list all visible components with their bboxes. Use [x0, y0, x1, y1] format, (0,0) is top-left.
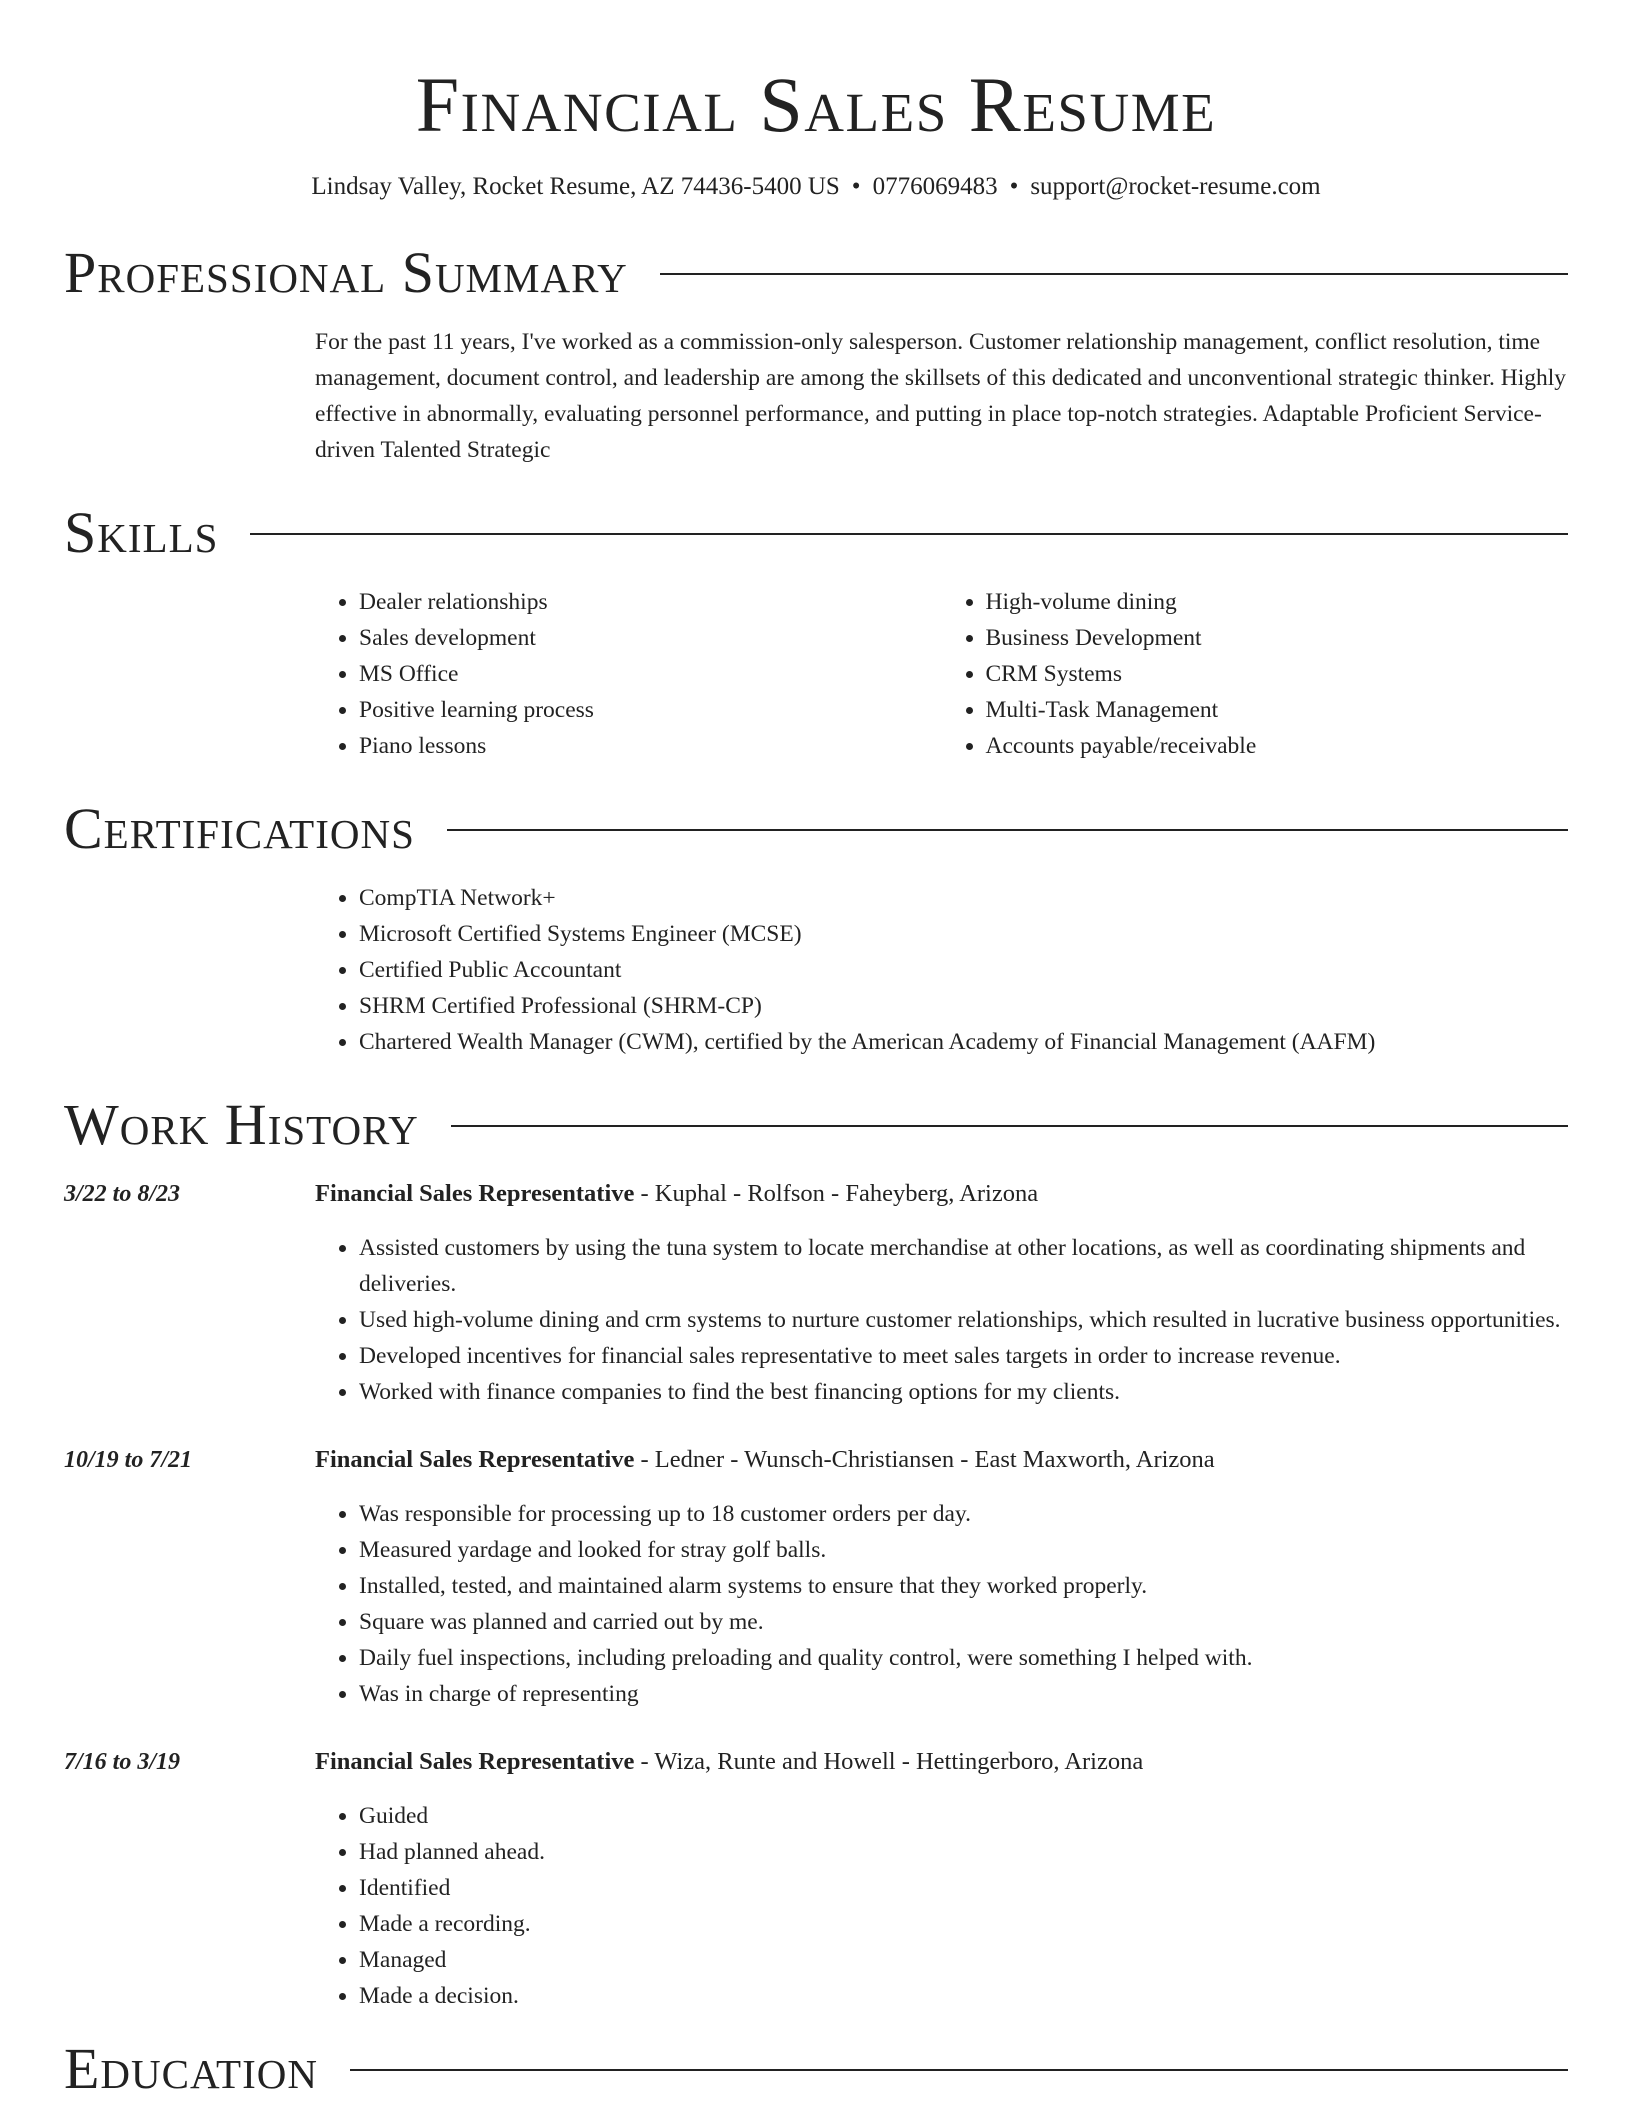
- section-divider: [250, 533, 1568, 535]
- section-header: [64, 796, 1568, 862]
- list-item: • Assisted customers by using the tuna system to locate merchandise at other locations, as well as coordinating shipments and deliveries.: [359, 1230, 1568, 1302]
- section-title: Education: [64, 2036, 318, 2101]
- job-role: Financial Sales Representative: [315, 1748, 635, 1775]
- section-title: Professional Summary: [64, 240, 628, 305]
- section-divider: [660, 273, 1568, 275]
- certifications-list: [315, 880, 1568, 1060]
- section-title: Skills: [64, 500, 219, 565]
- job-entry: [64, 1176, 1568, 1410]
- list-item: • Guided: [359, 1798, 1568, 1834]
- list-item: • Made a recording.: [359, 1906, 1568, 1942]
- summary-text: For the past 11 years, I've worked as a commission-only salesperson. Customer relationship management, conflict resolution, time management, document control, and leadership are among the skillsets of this dedicated and unconventional strategic thinker. Highly effective in abnormally, evaluating personnel performance, and putting in place top-notch strategies. Adaptable Proficient Service-driven Talented Strategic: [315, 329, 1567, 463]
- section-title: Certifications: [64, 796, 415, 861]
- list-item: • Was responsible for processing up to 18 customer orders per day.: [359, 1496, 1568, 1532]
- list-item: • Managed: [359, 1942, 1568, 1978]
- contact-separator: •: [851, 173, 861, 200]
- section-header: [64, 500, 1568, 566]
- list-item: • Worked with finance companies to find the best financing options for my clients.: [359, 1374, 1568, 1410]
- section-header: [64, 2036, 1568, 2102]
- list-item: • Positive learning process: [359, 692, 942, 728]
- list-item: • Developed incentives for financial sales representative to meet sales targets in order to increase revenue.: [359, 1338, 1568, 1374]
- work-history-section: [64, 1092, 1568, 2014]
- job-bullets: [315, 1230, 1568, 1410]
- job-company: - Ledner - Wunsch-Christiansen - East Maxworth, Arizona: [634, 1446, 1215, 1473]
- job-heading: [315, 1744, 1568, 1780]
- list-item: • Dealer relationships: [359, 584, 942, 620]
- contact-separator: •: [1009, 173, 1019, 200]
- list-item: • Sales development: [359, 620, 942, 656]
- contact-email: support@rocket-resume.com: [1030, 173, 1321, 200]
- list-item: • High-volume dining: [986, 584, 1569, 620]
- summary-section: [64, 240, 1568, 468]
- job-dates: 7/16 to 3/19: [64, 1749, 181, 1775]
- contact-phone: 0776069483: [872, 173, 998, 200]
- job-dates: 10/19 to 7/21: [64, 1447, 193, 1473]
- list-item: • Identified: [359, 1870, 1568, 1906]
- list-item: • SHRM Certified Professional (SHRM-CP): [359, 988, 1568, 1024]
- job-heading: [315, 1442, 1568, 1478]
- resume-page: [64, 0, 1568, 2102]
- section-divider: [451, 1125, 1568, 1127]
- job-dates: 3/22 to 8/23: [64, 1181, 181, 1207]
- contact-address: Lindsay Valley, Rocket Resume, AZ 74436-5400 US: [311, 173, 840, 200]
- list-item: • Chartered Wealth Manager (CWM), certified by the American Academy of Financial Management (AAFM): [359, 1024, 1568, 1060]
- list-item: • Accounts payable/receivable: [986, 728, 1569, 764]
- list-item: • Microsoft Certified Systems Engineer (MCSE): [359, 916, 1568, 952]
- list-item: • Installed, tested, and maintained alarm systems to ensure that they worked properly.: [359, 1568, 1568, 1604]
- section-divider: [447, 829, 1568, 831]
- list-item: • Multi-Task Management: [986, 692, 1569, 728]
- job-bullets: [315, 1496, 1568, 1712]
- contact-line: [64, 170, 1568, 204]
- section-title: Work History: [64, 1092, 419, 1157]
- list-item: • Used high-volume dining and crm systems to nurture customer relationships, which resulted in lucrative business opportunities.: [359, 1302, 1568, 1338]
- skills-list-left: [315, 584, 942, 764]
- job-role: Financial Sales Representative: [315, 1180, 635, 1207]
- job-entry: [64, 1744, 1568, 2014]
- section-header: [64, 1092, 1568, 1158]
- education-section: [64, 2036, 1568, 2102]
- skills-list-right: [942, 584, 1569, 764]
- list-item: • Business Development: [986, 620, 1569, 656]
- job-heading: [315, 1176, 1568, 1212]
- list-item: • Piano lessons: [359, 728, 942, 764]
- job-bullets: [315, 1798, 1568, 2014]
- list-item: • Daily fuel inspections, including preloading and quality control, were something I helped with.: [359, 1640, 1568, 1676]
- list-item: • CompTIA Network+: [359, 880, 1568, 916]
- list-item: • Was in charge of representing: [359, 1676, 1568, 1712]
- list-item: • MS Office: [359, 656, 942, 692]
- list-item: • Square was planned and carried out by me.: [359, 1604, 1568, 1640]
- resume-title: Financial Sales Resume: [415, 61, 1217, 148]
- list-item: • Measured yardage and looked for stray golf balls.: [359, 1532, 1568, 1568]
- job-company: - Kuphal - Rolfson - Faheyberg, Arizona: [634, 1180, 1039, 1207]
- list-item: • Certified Public Accountant: [359, 952, 1568, 988]
- section-header: [64, 240, 1568, 306]
- list-item: • CRM Systems: [986, 656, 1569, 692]
- list-item: • Made a decision.: [359, 1978, 1568, 2014]
- certifications-section: [64, 796, 1568, 1060]
- section-divider: [350, 2069, 1568, 2071]
- job-entry: [64, 1442, 1568, 1712]
- job-role: Financial Sales Representative: [315, 1446, 635, 1473]
- skills-section: [64, 500, 1568, 764]
- list-item: • Had planned ahead.: [359, 1834, 1568, 1870]
- job-company: - Wiza, Runte and Howell - Hettingerboro, Arizona: [634, 1748, 1144, 1775]
